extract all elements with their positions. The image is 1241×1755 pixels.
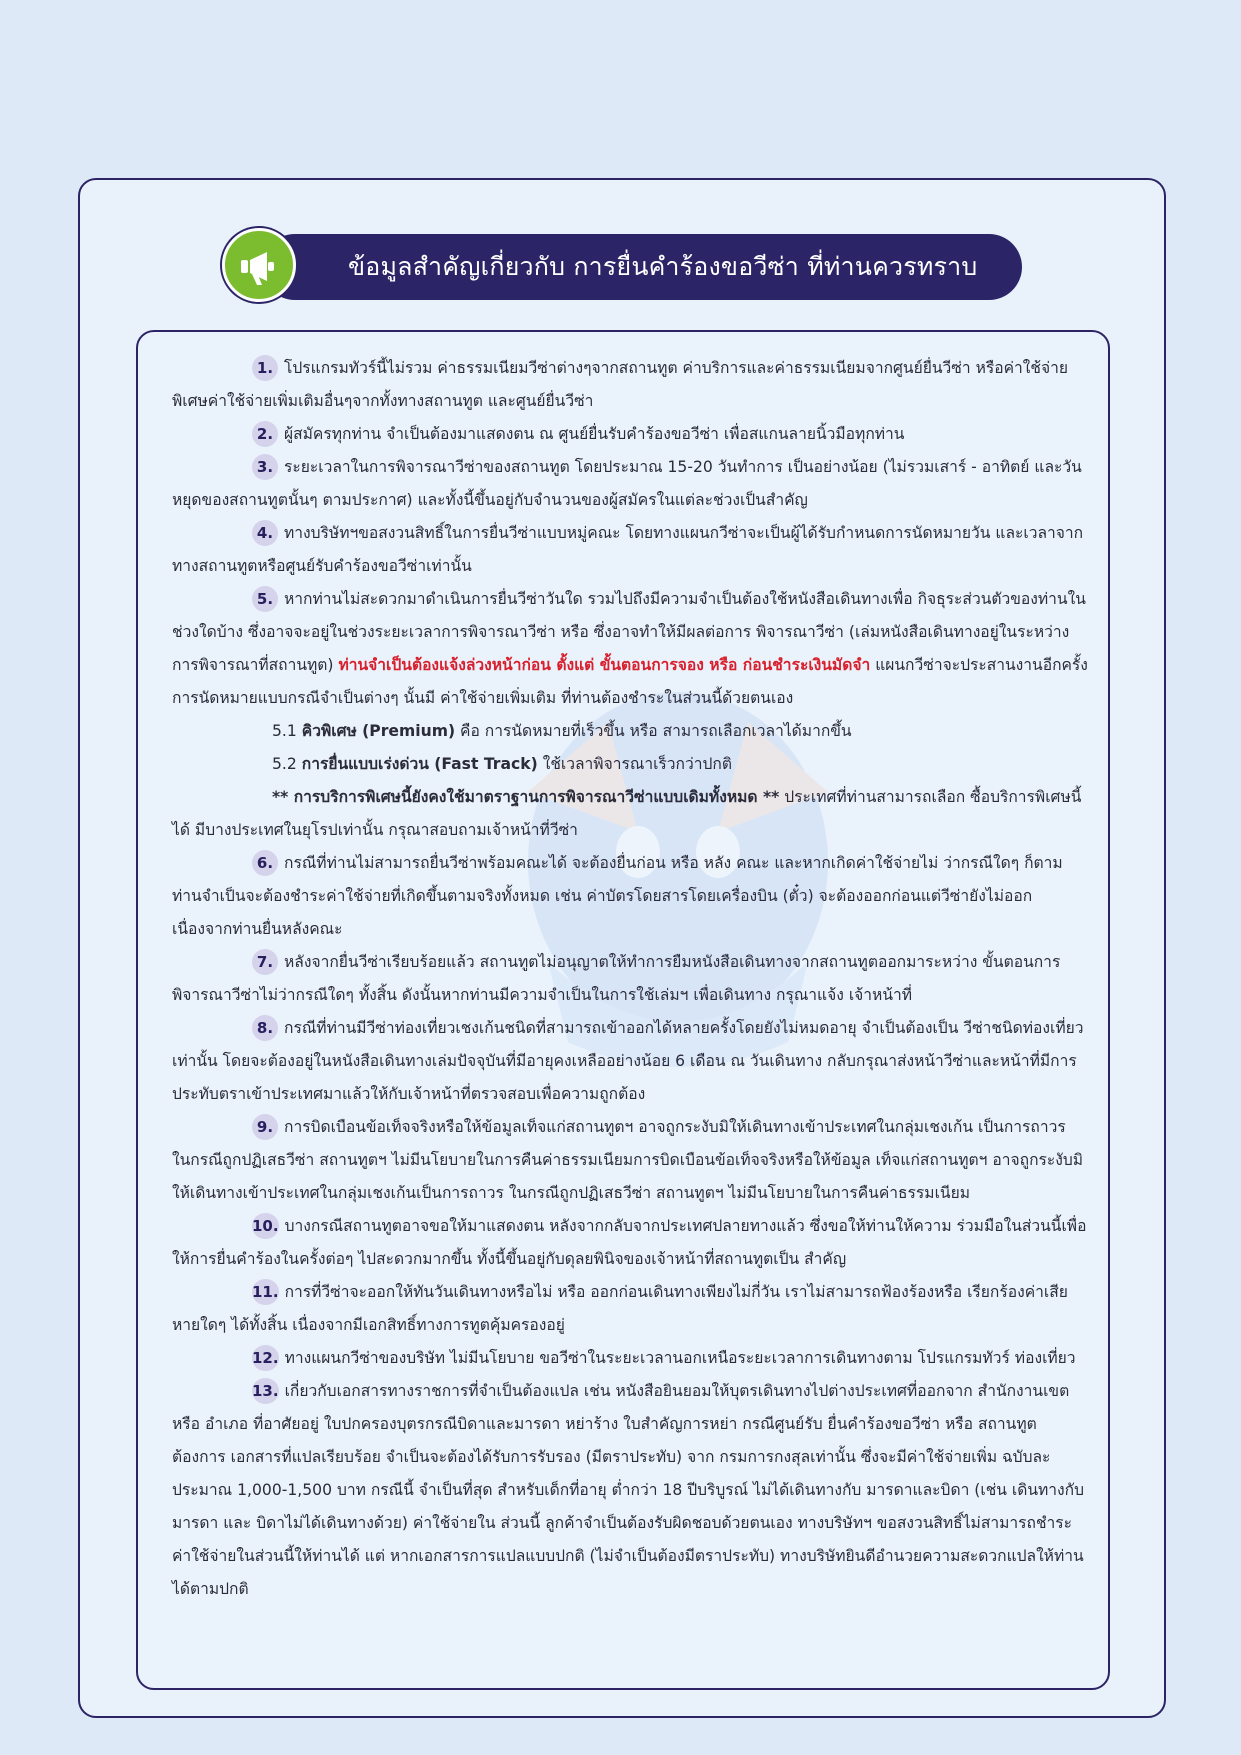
list-item: 11. การที่วีซ่าจะออกให้ทันวันเดินทางหรือไม่ หรือ ออกก่อนเดินทางเพียงไม่กี่วัน เราไม่สามารถฟ้องร้องหรือ เรียกร้องค่าเสียหายใดๆ ได้ทั้งสิ้น เนื่องจากมีเอกสิทธิ์ทางการทูตคุ้มครองอยู่	[172, 1276, 1088, 1342]
content-panel	[136, 330, 1110, 1690]
list-item: 8. กรณีที่ท่านมีวีซ่าท่องเที่ยวเชงเก้นชนิดที่สามารถเข้าออกได้หลายครั้งโดยยังไม่หมดอายุ จำเป็นต้องเป็น วีซ่าชนิดท่องเที่ยวเท่านั้น โดยจะต้องอยู่ในหนังสือเดินทางเล่มปัจจุบันที่มีอายุคงเหลืออย่างน้อย 6 เดือน ณ วันเดินทาง กลับกรุณาส่งหน้าวีซ่าและหน้าที่มีการประทับตราเข้าประเทศมาแล้วให้กับเจ้าหน้าที่ตรวจสอบเพื่อความถูกต้อง	[172, 1012, 1088, 1111]
list-item: 10. บางกรณีสถานทูตอาจขอให้มาแสดงตน หลังจากกลับจากประเทศปลายทางแล้ว ซึ่งขอให้ท่านให้ความ ร่วมมือในส่วนนี้เพื่อให้การยื่นคำร้องในครั้งต่อๆ ไปสะดวกมากขึ้น ทั้งนี้ขึ้นอยู่กับดุลยพินิจของเจ้าหน้าที่สถานทูตเป็น สำคัญ	[172, 1210, 1088, 1276]
list-item: 5. หากท่านไม่สะดวกมาดำเนินการยื่นวีซ่าวันใด รวมไปถึงมีความจำเป็นต้องใช้หนังสือเดินทางเพื่อ กิจธุระส่วนตัวของท่านในช่วงใดบ้าง ซึ่งอาจจะอยู่ในช่วงระยะเวลาการพิจารณาวีซ่า หรือ ซึ่งอาจทำให้มีผลต่อการ พิจารณาวีซ่า (เล่มหนังสือเดินทางอยู่ในระหว่างการพิจารณาที่สถานทูต) ท่านจำเป็นต้องแจ้งล่วงหน้าก่อน ตั้งแต่ ขั้นตอนการจอง หรือ ก่อนชำระเงินมัดจำ แผนกวีซ่าจะประสานงานอีกครั้ง การนัดหมายแบบกรณีจำเป็นต่างๆ นั้นมี ค่าใช้จ่ายเพิ่มเติม ที่ท่านต้องชำระในส่วนนี้ด้วยตนเอง	[172, 583, 1088, 715]
header-banner	[222, 228, 1022, 304]
list-item: 2. ผู้สมัครทุกท่าน จำเป็นต้องมาแสดงตน ณ ศูนย์ยื่นรับคำร้องขอวีซ่า เพื่อสแกนลายนิ้วมือทุกท่าน	[172, 418, 1088, 451]
list-item: 4. ทางบริษัทฯขอสงวนสิทธิ์ในการยื่นวีซ่าแบบหมู่คณะ โดยทางแผนกวีซ่าจะเป็นผู้ได้รับกำหนดการนัดหมายวัน และเวลาจากทางสถานทูตหรือศูนย์รับคำร้องขอวีซ่าเท่านั้น	[172, 517, 1088, 583]
title-pill	[262, 234, 1022, 300]
list-item: 9. การบิดเบือนข้อเท็จจริงหรือให้ข้อมูลเท็จแก่สถานทูตฯ อาจถูกระงับมิให้เดินทางเข้าประเทศในกลุ่มเชงเก้น เป็นการถาวร ในกรณีถูกปฏิเสธวีซ่า สถานทูตฯ ไม่มีนโยบายในการคืนค่าธรรมเนียมการบิดเบือนข้อเท็จจริงหรือให้ข้อมูล เท็จแก่สถานทูตฯ อาจถูกระงับมิให้เดินทางเข้าประเทศในกลุ่มเชงเก้นเป็นการถาวร ในกรณีถูกปฏิเสธวีซ่า สถานทูตฯ ไม่มีนโยบายในการคืนค่าธรรมเนียม	[172, 1111, 1088, 1210]
list-item: 7. หลังจากยื่นวีซ่าเรียบร้อยแล้ว สถานทูตไม่อนุญาตให้ทำการยืมหนังสือเดินทางจากสถานทูตออกมาระหว่าง ขั้นตอนการพิจารณาวีซ่าไม่ว่ากรณีใดๆ ทั้งสิ้น ดังนั้นหากท่านมีความจำเป็นในการใช้เล่มฯ เพื่อเดินทาง กรุณาแจ้ง เจ้าหน้าที่	[172, 946, 1088, 1012]
list-item: 6. กรณีที่ท่านไม่สามารถยื่นวีซ่าพร้อมคณะได้ จะต้องยื่นก่อน หรือ หลัง คณะ และหากเกิดค่าใช้จ่ายไม่ ว่ากรณีใดๆ ก็ตาม ท่านจำเป็นจะต้องชำระค่าใช้จ่ายที่เกิดขึ้นตามจริงทั้งหมด เช่น ค่าบัตรโดยสารโดยเครื่องบิน (ตั๋ว) จะต้องออกก่อนแต่วีซ่ายังไม่ออก เนื่องจากท่านยื่นหลังคณะ	[172, 847, 1088, 946]
sub-list-item: 5.2 การยื่นแบบเร่งด่วน (Fast Track) ใช้เวลาพิจารณาเร็วกว่าปกติ	[272, 755, 732, 773]
list-item: 3. ระยะเวลาในการพิจารณาวีซ่าของสถานทูต โดยประมาณ 15-20 วันทำการ เป็นอย่างน้อย (ไม่รวมเสาร์ - อาทิตย์ และวันหยุดของสถานทูตนั้นๆ ตามประกาศ) และทั้งนี้ขึ้นอยู่กับจำนวนของผู้สมัครในแต่ละช่วงเป็นสำคัญ	[172, 451, 1088, 517]
highlight-warning: ท่านจำเป็นต้องแจ้งล่วงหน้าก่อน ตั้งแต่ ขั้นตอนการจอง หรือ ก่อนชำระเงินมัดจำ	[338, 656, 871, 674]
list-item: 12. ทางแผนกวีซ่าของบริษัท ไม่มีนโยบาย ขอวีซ่าในระยะเวลานอกเหนือระยะเวลาการเดินทางตาม โปรแกรมทัวร์ ท่องเที่ยว	[172, 1342, 1088, 1375]
special-service-note: ** การบริการพิเศษนี้ยังคงใช้มาตราฐานการพิจารณาวีซ่าแบบเดิมทั้งหมด ** ประเทศที่ท่านสามารถเลือก ซื้อบริการพิเศษนี้ได้ มีบางประเทศในยุโรปเท่านั้น กรุณาสอบถามเจ้าหน้าที่วีซ่า	[172, 788, 1082, 839]
sub-list-item: 5.1 คิวพิเศษ (Premium) คือ การนัดหมายที่เร็วขึ้น หรือ สามารถเลือกเวลาได้มากขึ้น	[272, 722, 852, 740]
page-title: ข้อมูลสำคัญเกี่ยวกับ การยื่นคำร้องขอวีซ่า ที่ท่านควรทราบ	[348, 252, 978, 281]
list-item: 13. เกี่ยวกับเอกสารทางราชการที่จำเป็นต้องแปล เช่น หนังสือยินยอมให้บุตรเดินทางไปต่างประเทศที่ออกจาก สำนักงานเขต หรือ อำเภอ ที่อาศัยอยู่ ใบปกครองบุตรกรณีบิดาและมารดา หย่าร้าง ใบสำคัญการหย่า กรณีศูนย์รับ ยื่นคำร้องขอวีซ่า หรือ สถานทูตต้องการ เอกสารที่แปลเรียบร้อย จำเป็นจะต้องได้รับการรับรอง (มีตราประทับ) จาก กรมการกงสุลเท่านั้น ซึ่งจะมีค่าใช้จ่ายเพิ่ม ฉบับละ ประมาณ 1,000-1,500 บาท กรณีนี้ จำเป็นที่สุด สำหรับเด็กที่อายุ ต่ำกว่า 18 ปีบริบูรณ์ ไม่ได้เดินทางกับ มารดาและบิดา (เช่น เดินทางกับมารดา และ บิดาไม่ได้เดินทางด้วย) ค่าใช้จ่ายใน ส่วนนี้ ลูกค้าจำเป็นต้องรับผิดชอบด้วยตนเอง ทางบริษัทฯ ขอสงวนสิทธิ์ไม่สามารถชำระค่าใช้จ่ายในส่วนนี้ให้ท่านได้ แต่ หากเอกสารการแปลแบบปกติ (ไม่จำเป็นต้องมีตราประทับ) ทางบริษัทยินดีอำนวยความสะดวกแปลให้ท่านได้ตามปกติ	[172, 1375, 1088, 1606]
megaphone-icon	[239, 247, 283, 287]
list-item: 1. โปรแกรมทัวร์นี้ไม่รวม ค่าธรรมเนียมวีซ่าต่างๆจากสถานทูต ค่าบริการและค่าธรรมเนียมจากศูนย์ยื่นวีซ่า หรือค่าใช้จ่ายพิเศษค่าใช้จ่ายเพิ่มเติมอื่นๆจากทั้งทางสถานทูต และศูนย์ยื่นวีซ่า	[172, 352, 1088, 418]
terms-list	[172, 352, 1088, 1606]
megaphone-badge	[222, 228, 296, 302]
